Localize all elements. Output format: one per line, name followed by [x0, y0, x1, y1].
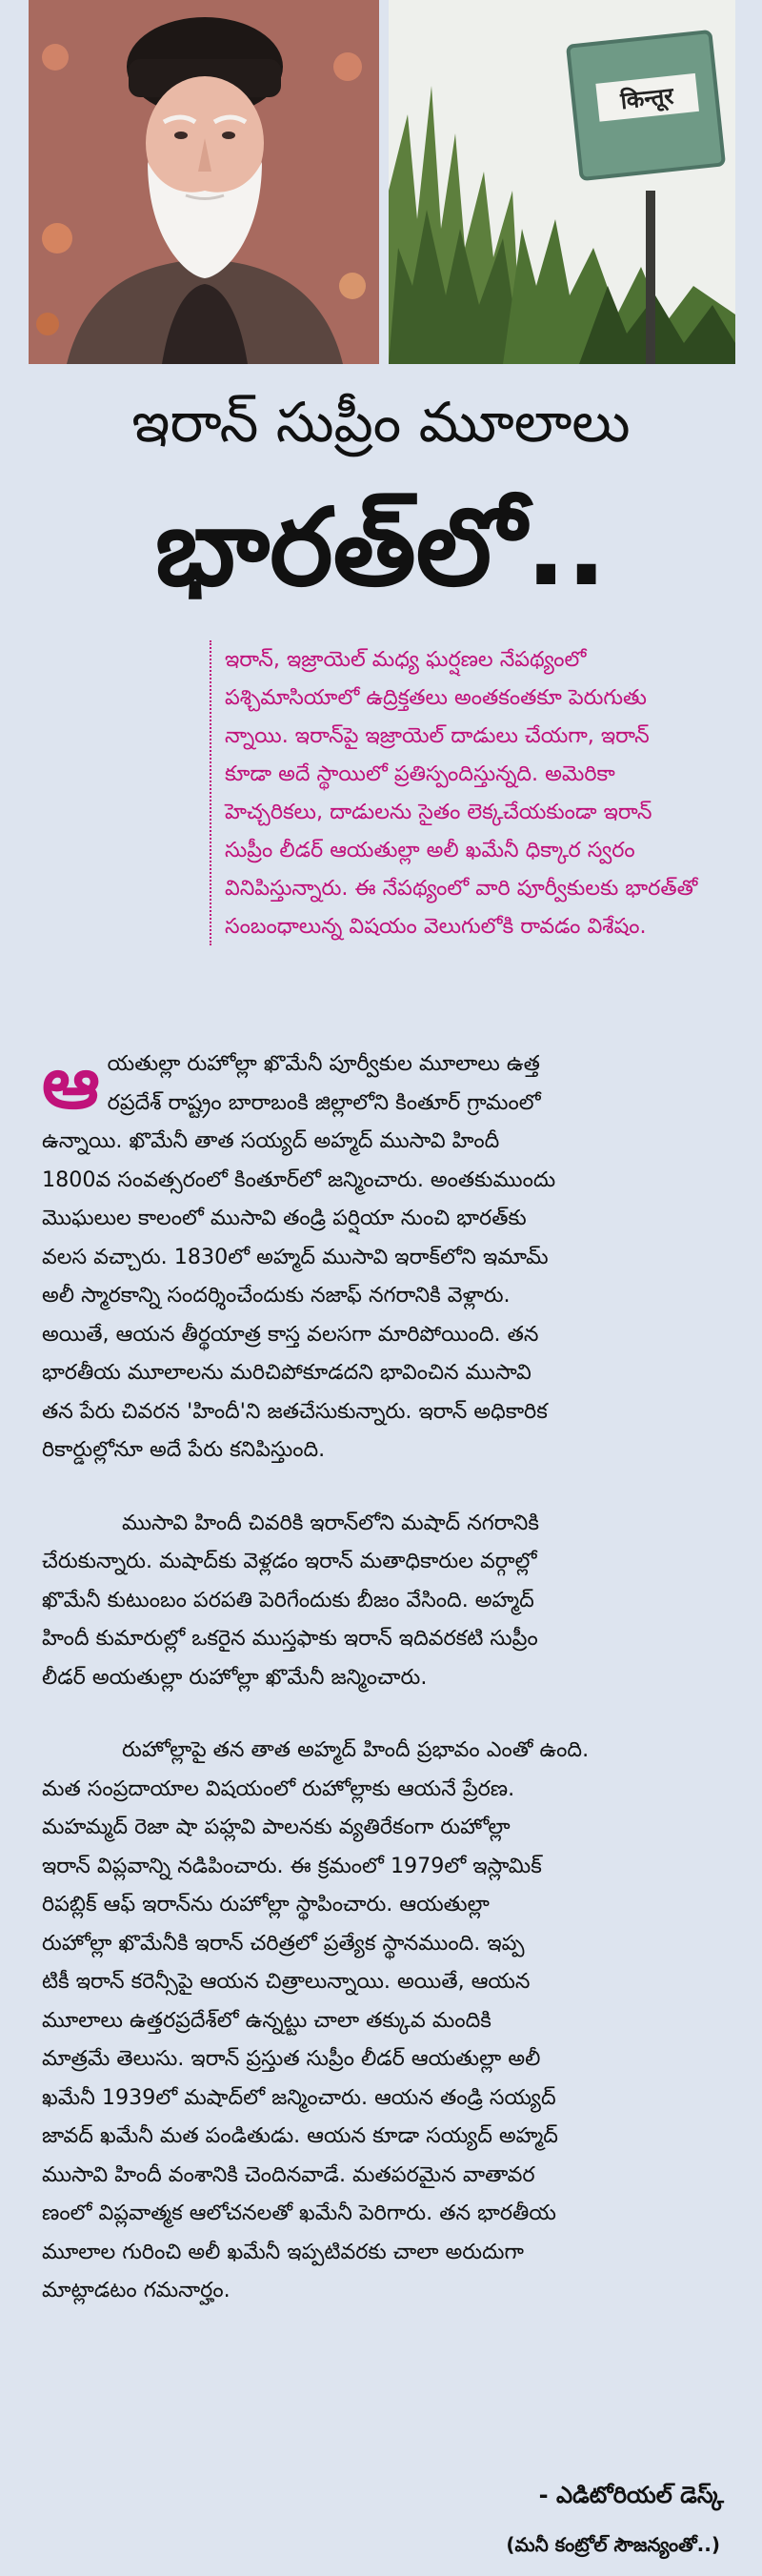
- sign-illustration: [389, 0, 735, 364]
- headline-line-1: ఇరాన్ సుప్రీం మూలాలు: [131, 390, 631, 455]
- article-paragraph-1-text: యతుల్లా రుహోల్లా ఖొమేనీ పూర్వీకుల మూలాలు ఉత్త రప్రదేశ్ రాష్ట్రం బారాబంకి జిల్లాలోని కింతూర్ గ్రామంలో ఉన్నాయి. ఖొమేనీ తాత సయ్యద్ అహ్మద్ ముసావి హిందీ 1800వ సంవత్సరంలో కింతూర్‌లో జన్మించారు. అంతకుముందు మొఘలుల కాలంలో ముసావి తండ్రి పర్షియా నుంచి భారత్‌కు వలస వచ్చారు. 1830లో అహ్మద్ ముసావి ఇరాక్‌లోని ఇమామ్ అలీ స్మారకాన్ని సందర్శించేందుకు నజాఫ్ నగరానికి వెళ్లారు. అయితే, ఆయన తీర్థయాత్ర కాస్త వలసగా మారిపోయింది. తన భారతీయ మూలాలను మరిచిపోకూడదని భావించిన ముసావి తన పేరు చివరన 'హిందీ'ని జతచేసుకున్నారు. ఇరాన్ అధికారిక రికార్డుల్లోనూ అదే పేరు కనిపిస్తుంది.: [42, 1051, 556, 1462]
- sign-label: किन्तूर: [619, 82, 675, 115]
- headline-line-2: భారత్‌లో..: [155, 486, 607, 610]
- photo-strip: [29, 0, 735, 364]
- drop-cap: ఆ: [42, 1040, 100, 1125]
- article-paragraph-1: [42, 1040, 720, 1470]
- article-paragraph-2: ముసావి హిందీ చివరికి ఇరాన్‌లోని మషాద్ నగరానికి చేరుకున్నారు. మషాద్‌కు వెళ్లడం ఇరాన్ మతాధికారుల వర్గాల్లో ఖొమేనీ కుటుంబం పరపతి పెరిగేందుకు బీజం వేసింది. అహ్మద్ హిందీ కుమారుల్లో ఒకరైన ముస్తఫాకు ఇరాన్ ఇదివరకటి సుప్రీం లీడర్ అయతుల్లా రుహోల్లా ఖొమేనీ జన్మించారు.: [42, 1510, 539, 1690]
- portrait-illustration: [29, 0, 379, 364]
- article-body: [42, 1040, 720, 2310]
- article-paragraph-3: రుహోల్లాపై తన తాత అహ్మద్ హిందీ ప్రభావం ఎంతో ఉంది. మత సంప్రదాయాల విషయంలో రుహోల్లాకు ఆయనే ప్రేరణ. మహమ్మద్ రెజా షా పహ్లవి పాలనకు వ్యతిరేకంగా రుహోల్లా ఇరాన్ విప్లవాన్ని నడిపించారు. ఈ క్రమంలో 1979లో ఇస్లామిక్ రిపబ్లిక్ ఆఫ్ ఇరాన్‌ను రుహోల్లా స్థాపించారు. ఆయతుల్లా రుహోల్లా ఖొమేనీకి ఇరాన్ చరిత్రలో ప్రత్యేక స్థానముంది. ఇప్ప టికీ ఇరాన్ కరెన్సీపై ఆయన చిత్రాలున్నాయి. అయితే, ఆయన మూలాలు ఉత్తరప్రదేశ్‌లో ఉన్నట్టు చాలా తక్కువ మందికి మాత్రమే తెలుసు. ఇరాన్ ప్రస్తుత సుప్రీం లీడర్ ఆయతుల్లా అలీ ఖమేనీ 1939లో మషాద్‌లో జన్మించారు. ఆయన తండ్రి సయ్యద్ జావద్ ఖమేనీ మత పండితుడు. ఆయన కూడా సయ్యద్ అహ్మద్ ముసావి హిందీ వంశానికి చెందినవాడే. మతపరమైన వాతావర ణంలో విప్లవాత్మక ఆలోచనలతో ఖమేనీ పెరిగారు. తన భారతీయ మూలాల గురించి అలీ ఖమేనీ ఇప్పటివరకు చాలా అరుదుగా మాట్లాడటం గమనార్హం.: [42, 1737, 590, 2302]
- headline: [0, 376, 762, 628]
- village-sign-photo: [389, 0, 735, 364]
- byline: - ఎడిటోరియల్ డెస్క్: [538, 2482, 724, 2508]
- intro-text: ఇరాన్, ఇజ్రాయెల్ మధ్య ఘర్షణల నేపథ్యంలో పశ్చిమాసియాలో ఉద్రిక్తతలు అంతకంతకూ పెరుగుతు న్నాయి. ఇరాన్‌పై ఇజ్రాయెల్ దాడులు చేయగా, ఇరాన్ కూడా అదే స్థాయిలో ప్రతిస్పందిస్తున్నది. అమెరికా హెచ్చరికలు, దాడులను సైతం లెక్కచేయకుండా ఇరాన్ సుప్రీం లీడర్ ఆయతుల్లా అలీ ఖమేనీ ధిక్కార స్వరం వినిపిస్తున్నారు. ఈ నేపథ్యంలో వారి పూర్వీకులకు భారత్‌తో సంబంధాలున్న విషయం వెలుగులోకి రావడం విశేషం.: [225, 647, 698, 939]
- portrait-photo: [29, 0, 379, 364]
- intro-box: [210, 640, 739, 945]
- source-credit: (మనీ కంట్రోల్ సౌజన్యంతో..): [506, 2533, 720, 2556]
